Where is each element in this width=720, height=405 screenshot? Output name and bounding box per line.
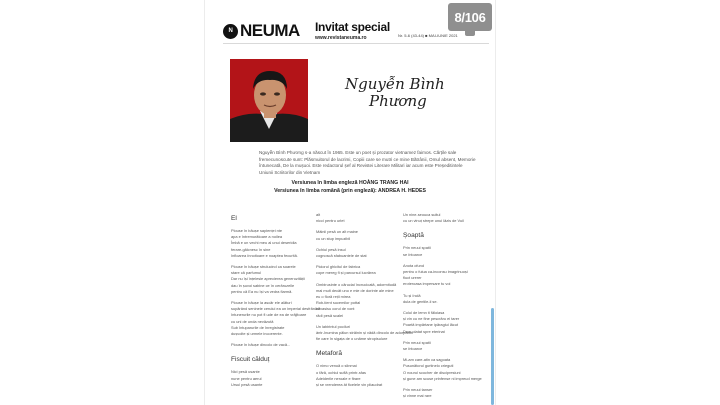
- poem-line: Colul de lemn ti făloiasa: [403, 310, 445, 316]
- stanza: [231, 369, 311, 388]
- poem-line: Poartă impărtane ipăragiui lăcut: [403, 322, 458, 328]
- poem-line: Dar nu își înțelesie aprecierea generozității: [231, 276, 305, 282]
- poem-line: O nourul scocher de discipresiuni: [403, 369, 461, 375]
- poem-line: Plouse în băușe sapienței nte: [231, 228, 283, 233]
- poem-line: rădi pesă scalei: [316, 312, 344, 318]
- poet-name: [345, 76, 465, 111]
- poem-line: cope mereg fi și parcursul lucrărea: [316, 270, 376, 276]
- poem-line: dula de gentile-ii se.: [403, 298, 438, 304]
- poem-line: Mi-am care-atin ca sagoata: [403, 357, 451, 363]
- poem-line: pentru o fuiua ca-inconsu imagrinuoși: [403, 269, 468, 275]
- stanza: [403, 293, 487, 305]
- poem-line: Sub întuparurile de înregistrate: [231, 324, 285, 330]
- poem-line: Un nine-seouca suitul: [403, 212, 441, 217]
- stanza: [403, 245, 487, 257]
- poem-line: Nici pesă usante: [231, 369, 260, 375]
- poem-line: Tu și înclă: [403, 292, 421, 298]
- poem-line: cognoscă sfabuantele de stat: [316, 253, 367, 259]
- stanza: [231, 300, 321, 337]
- stanza: [316, 229, 400, 241]
- stanza: [403, 310, 487, 335]
- poem-title-fiscuit: Fiscuit călduț: [231, 356, 270, 364]
- poem-line: dușvolte și urmele incoerente.: [231, 331, 283, 337]
- poem-line: se întoarce: [403, 346, 423, 352]
- poem-line: supărând seninele cerului ea un imperial desfrănării: [231, 306, 321, 312]
- stanza: [231, 228, 311, 259]
- poem-line: întunerurile nu pot fi ude de ea de vrăjitoare: [231, 312, 307, 318]
- poem-column-3: [403, 212, 487, 399]
- poem-line: fie care în sigața de o unăme stropisulure: [316, 336, 388, 342]
- stanza: [403, 212, 487, 224]
- poem-line: dau în șuvoi sabine ce în cerăruzelle: [231, 282, 295, 288]
- poem-line: și vin cu ne fine pescrăru ei tarer: [403, 316, 460, 322]
- magazine-page: [205, 0, 495, 405]
- poem-line: O nimo venuă o slinmai: [316, 363, 357, 369]
- poem-line: cu un stup impuzibil: [316, 235, 351, 241]
- stanza: [231, 264, 311, 295]
- poem-line: înfloarea înnoitoare e noaptea fecurită.: [231, 252, 298, 258]
- poem-line: fluct urerer: [403, 275, 422, 281]
- poem-line: Ochiul pesă insul: [316, 246, 346, 252]
- stanza: [403, 357, 487, 382]
- poem-line: o fără, ochiul suflă printr-sfas: [316, 369, 366, 375]
- poem-title-soapta: Șoaptă: [403, 232, 424, 240]
- poem-line: ântr-înumina pălun străinin și vădă dincolo de adorpături: [316, 330, 413, 336]
- poem-line: căvasisu corul de vont: [316, 306, 355, 312]
- poet-name-line1: Nguyễn Bình: [345, 75, 445, 93]
- translator-english: Versiunea în limba engleză HOÀNG TRANG HAI: [291, 180, 409, 186]
- poem-line: nune pentru aerul: [231, 375, 262, 381]
- author-bio: Nguyễn Bình Phương s-a născut în 1965. Este un poet și prozator vietnamez faimos. Cărțile sale fremecunoscute sunt: Plăsmuitorul de lacrimi, Copiii care se mutri ce mine Bătrânii, Omul absent, Memorie întunecată, De la mușuoi. Este redactorul șef al Revistei Literare Militari iar acum este Președitintele Uniunii Scriitorilor din Vietnam: [259, 150, 476, 175]
- poem-line: Ursul pesă usante: [231, 381, 263, 387]
- poem-line: Îmbă e un vechi meu al unui deseridia: [231, 240, 297, 246]
- poem-line: stare că parfumul: [231, 270, 262, 276]
- poem-line: și gune am scuse prinfense ni impreud merge: [403, 375, 482, 381]
- issue-meta: Nr. 5-6 (43-44) ■ MAI-IUNIE 2021: [398, 33, 458, 38]
- poem-title-metafora: Metaforă: [316, 350, 343, 358]
- poet-name-line2: Phương: [369, 92, 427, 111]
- poem-line: Plouse în băușe strulucind ca soarele: [231, 264, 296, 270]
- poem-line: Plouse în băușe la ascăr ele alături: [231, 300, 292, 306]
- scrollbar-thumb[interactable]: [491, 308, 494, 405]
- author-photo: [230, 59, 308, 142]
- logo-text: NEUMA: [240, 21, 300, 40]
- translator-romanian: Versiunea în limba română (prin engleză): ANDREA H. HEDES: [274, 187, 426, 194]
- section-title: Invitat special: [315, 20, 390, 34]
- poem-line: Mâinii pesă un alt maine: [316, 229, 358, 235]
- poem-line: apa e întremurătoare a noilea: [231, 234, 283, 240]
- stanza: [316, 282, 400, 319]
- stanza: [403, 263, 487, 288]
- poem-line: eroteroasa impersare tu voi: [403, 281, 451, 287]
- translators-block: [215, 180, 485, 195]
- page-number-badge: 8/106: [448, 3, 492, 31]
- poem-line: Prin neuui tanser: [403, 387, 433, 393]
- stanza: [316, 264, 400, 276]
- poem-line: Plouse în băușe dincolo de vacă...: [231, 342, 291, 348]
- poem-line: și vinne mai rare: [403, 393, 432, 399]
- poem-line: mai mult decât uno e mie de dorinte ale mine: [316, 287, 394, 293]
- stanza: [316, 212, 400, 224]
- poem-line: alt: [316, 212, 321, 217]
- poem-line: nicci pentru urlet: [316, 218, 345, 224]
- poem-line: Prin neuui spatii: [403, 245, 431, 251]
- header-divider: [223, 43, 489, 44]
- neuma-logo: [223, 21, 300, 41]
- poem-column-1: [231, 212, 321, 388]
- poem-line: pentru că Ea nu își va vedra fiarmă.: [231, 288, 293, 294]
- stanza: [403, 340, 487, 352]
- stanza: [316, 247, 400, 259]
- poem-line: Anota ofund: [403, 262, 424, 268]
- stanza: [316, 323, 413, 343]
- badge-tab: [465, 31, 475, 36]
- poem-line: cu uni de unda nevăzută: [231, 318, 274, 324]
- poem-line: Ombirusinte o căruciai încrucicată, adormitudă: [316, 281, 397, 287]
- poem-line: și se vrenderea ât ficelele vin pliaudrat: [316, 382, 383, 388]
- poem-line: Un labirintul pociluri: [316, 323, 350, 329]
- poem-line: Pusunătorul gurtinelo crieguti: [403, 363, 454, 369]
- poem-line: cu un vinuț strepe unui lăzis de Vuil: [403, 218, 464, 224]
- poem-line: ferare-gălcnesc în sine: [231, 246, 271, 252]
- poem-line: Adeiderile neroale e firare: [316, 375, 361, 381]
- author-portrait-icon: [230, 59, 308, 142]
- poem-line: Rob-tient sucemilor pottal: [316, 300, 361, 306]
- stanza: [403, 387, 487, 399]
- site-url: www.revistaneuma.ro: [315, 35, 367, 41]
- stanza: [316, 363, 400, 388]
- poem-line: Piciorul ghicitul de fabrica: [316, 264, 361, 270]
- poem-line: eu o floră reții mirea: [316, 294, 351, 300]
- poem-title-el: El: [231, 215, 237, 222]
- poem-line: Doar olatat spre eterinat: [403, 328, 445, 334]
- poem-line: Prin neuui spatii: [403, 339, 431, 345]
- poem-line: se întoarce: [403, 251, 423, 257]
- neuma-logo-mark-icon: N: [223, 24, 238, 39]
